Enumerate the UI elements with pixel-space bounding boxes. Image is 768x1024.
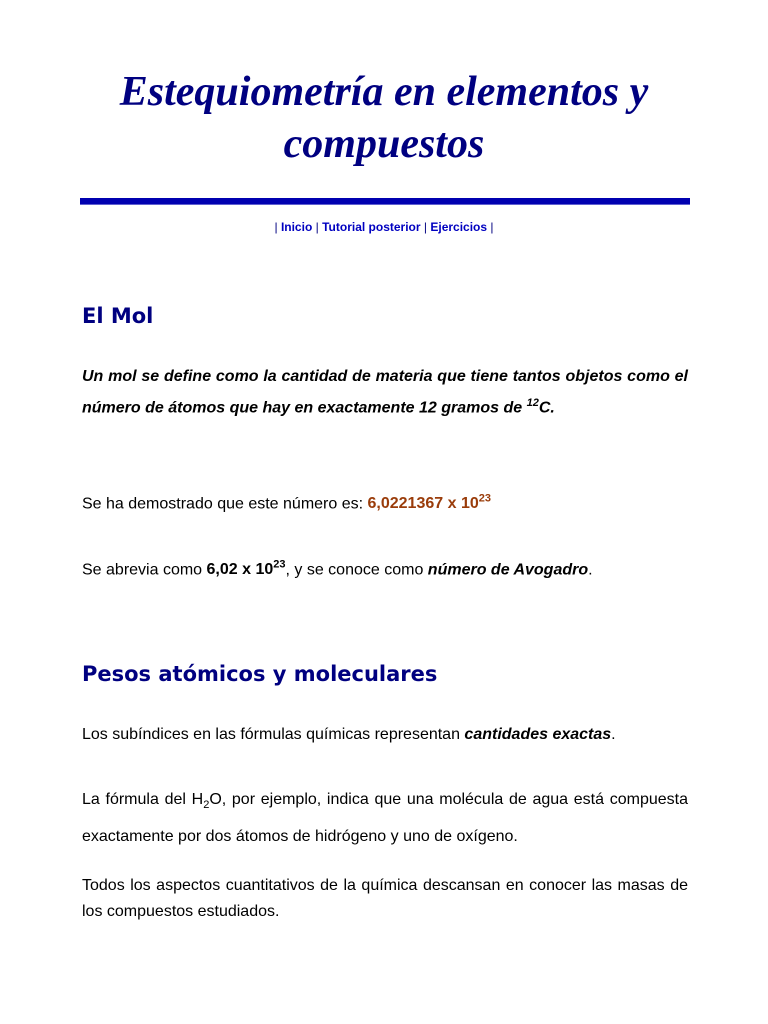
title-divider	[80, 198, 690, 205]
nav-bar	[0, 220, 768, 234]
nav-link-tutorial-posterior[interactable]: Tutorial posterior	[322, 220, 421, 234]
nav-separator: |	[490, 220, 494, 234]
water-text-before: La fórmula del H	[82, 791, 204, 808]
abbrev-text-after: .	[588, 561, 593, 579]
abbrev-text-middle: , y se conoce como	[285, 561, 428, 579]
abbrev-value-base: 6,02 x 10	[206, 561, 274, 579]
water-text-after: O, por ejemplo, indica que una molécula de agua está compuesta exactamente por dos átomos de hidrógeno y uno de oxígeno.	[82, 791, 689, 846]
avogadro-value-exp: 23	[478, 493, 491, 505]
element-symbol: C.	[538, 399, 555, 417]
subindices-paragraph	[82, 722, 688, 748]
subindices-text: Los subíndices en las fórmulas químicas representan	[82, 726, 465, 743]
isotope-mass: 12	[526, 397, 539, 409]
avogadro-value	[368, 495, 491, 512]
section-heading-el-mol: El Mol	[82, 304, 154, 328]
water-subscript: 2	[203, 799, 210, 812]
cuantitativos-paragraph: Todos los aspectos cuantitativos de la química descansan en conocer las masas de los compuestos estudiados.	[82, 877, 688, 920]
avogadro-demo	[82, 486, 688, 517]
subindices-text-after: .	[611, 726, 616, 743]
avogadro-demo-text: Se ha demostrado que este número es:	[82, 495, 368, 513]
avogadro-abbrev	[82, 552, 688, 583]
abbrev-text-before: Se abrevia como	[82, 561, 207, 579]
avogadro-term: número de Avogadro	[427, 561, 589, 579]
abbrev-value-exp: 23	[273, 559, 286, 571]
cantidades-exactas-term: cantidades exactas	[464, 726, 612, 743]
nav-separator: |	[315, 220, 319, 234]
section-heading-pesos: Pesos atómicos y moleculares	[82, 662, 438, 686]
page-title: Estequiometría en elementos y compuestos	[119, 69, 649, 167]
nav-separator: |	[423, 220, 428, 234]
nav-link-inicio[interactable]: Inicio	[280, 220, 313, 234]
abbrev-value	[207, 561, 286, 578]
mol-definition-text: Un mol se define como la cantidad de materia que tiene tantos objetos como el número de átomos que hay en exactamente 12 gramos de	[82, 368, 688, 417]
avogadro-value-base: 6,0221367 x 10	[367, 495, 479, 513]
nav-separator: |	[274, 220, 278, 234]
nav-link-ejercicios[interactable]: Ejercicios	[430, 220, 488, 234]
mol-definition	[82, 364, 688, 421]
water-formula-paragraph	[82, 784, 688, 852]
